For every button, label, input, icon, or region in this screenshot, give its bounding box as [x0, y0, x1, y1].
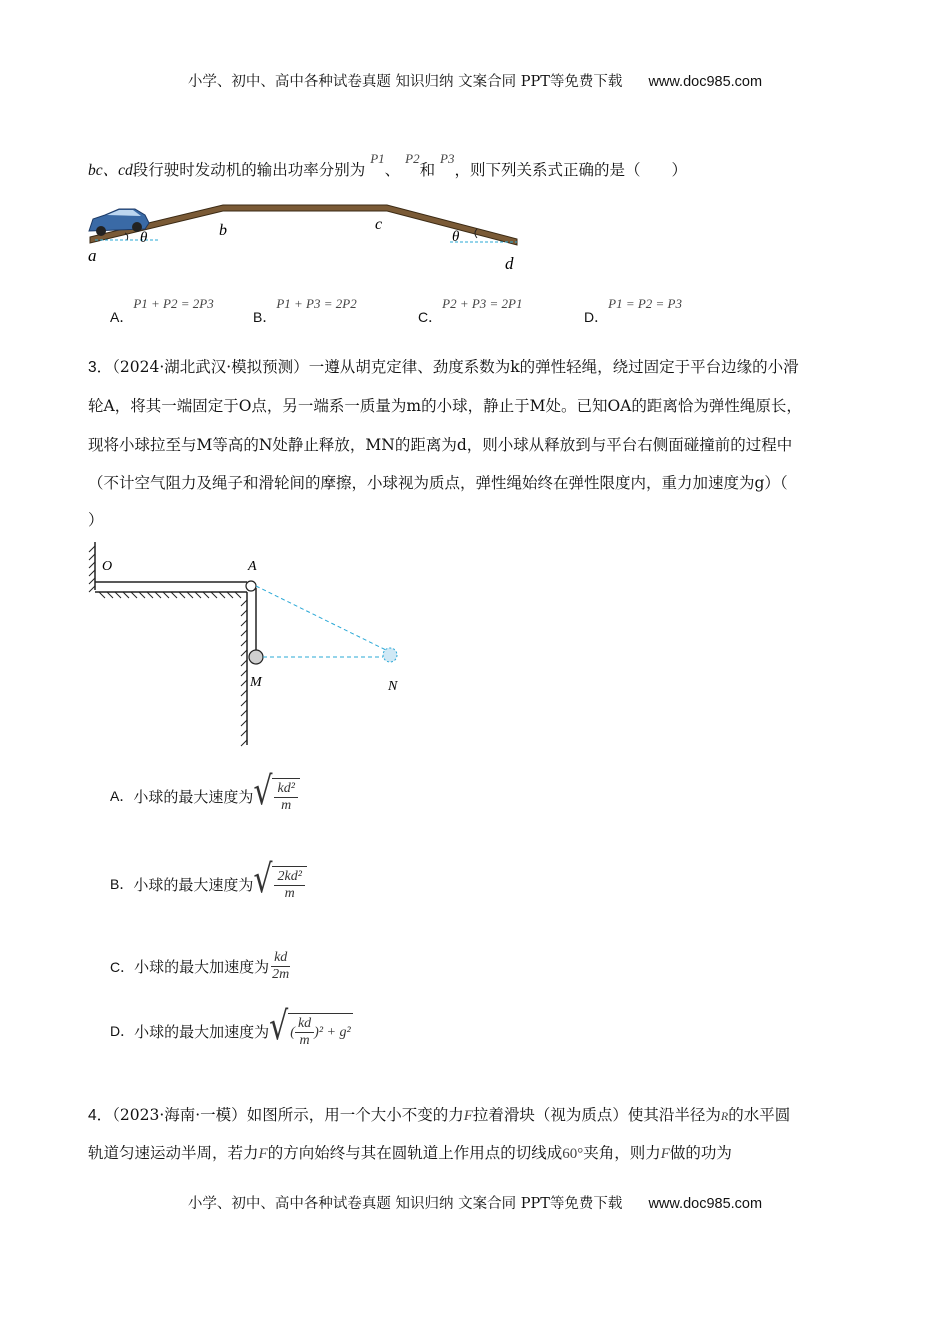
- q3-line3: 现将小球拉至与M等高的N处静止释放，MN的距离为d，则小球从释放到与平台右侧面碰撞前的过程中: [88, 436, 793, 454]
- label-a: a: [88, 246, 97, 265]
- label-c: c: [375, 216, 383, 233]
- q2-stem-prefix: bc、cd: [88, 162, 133, 179]
- page-footer: [0, 1192, 950, 1213]
- page-header: [0, 70, 950, 91]
- q4-source: （2023·海南·一模）: [112, 1106, 247, 1124]
- ball-m: [249, 650, 263, 664]
- q3-source: （2024·湖北武汉·模拟预测）: [112, 358, 309, 376]
- right-wall-hatch: [241, 600, 247, 746]
- pulley-a: [246, 581, 256, 591]
- q2-option-c[interactable]: C．P2 + P3 = 2P1: [418, 296, 523, 325]
- q2-option-b[interactable]: B．P1 + P3 = 2P2: [253, 296, 357, 325]
- q2-p1: P1: [370, 151, 385, 166]
- q3-line2: 轮A，将其一端固定于O点，另一端系一质量为m的小球，静止于M处。已知OA的距离恰为弹性绳原长，: [88, 397, 802, 415]
- ball-n: [383, 648, 397, 662]
- q2-stem-end: ，则下列关系式正确的是（ ）: [454, 161, 687, 179]
- label-m: M: [250, 675, 262, 690]
- header-site[interactable]: www.doc985.com: [648, 74, 763, 90]
- footer-text: 小学、初中、高中各种试卷真题 知识归纳 文案合同 PPT等免费下载: [187, 1196, 623, 1212]
- q2-p2: P2: [405, 151, 420, 166]
- q3-line1: [88, 355, 799, 377]
- sqrt-icon: √ $\frac{\text{2kd²}}{m}$: [253, 866, 307, 902]
- left-wall-hatch: [89, 546, 95, 592]
- q2-stem: [88, 151, 687, 180]
- q3-option-d[interactable]: D． 小球的最大加速度为 √ ( $\frac{kd}{m}$ ) ² + g²: [110, 1003, 351, 1050]
- q3-line5: ）: [88, 511, 104, 529]
- header-text: 小学、初中、高中各种试卷真题 知识归纳 文案合同 PPT等免费下载: [187, 74, 623, 90]
- label-a: A: [248, 559, 257, 574]
- q3-line1-text: 一遵从胡克定律、劲度系数为k的弹性轻绳，绕过固定于平台边缘的小滑: [308, 358, 799, 376]
- label-n: N: [388, 679, 398, 694]
- q3-line4: （不计空气阻力及绳子和滑轮间的摩擦，小球视为质点，弹性绳始终在弹性限度内，重力加速度为g）（: [88, 474, 788, 492]
- q4-line1: 4．（2023·海南·一模）如图所示，用一个大小不变的力F拉着滑块（视为质点）使其沿半径为R的水平圆: [88, 1106, 791, 1124]
- q2-p3: P3: [440, 151, 455, 166]
- label-theta-left: θ: [140, 230, 148, 246]
- label-d: d: [505, 254, 514, 273]
- q3-number: 3．: [88, 359, 113, 376]
- footer-site[interactable]: www.doc985.com: [648, 1196, 763, 1212]
- label-theta-right: θ: [452, 229, 460, 245]
- label-b: b: [219, 222, 227, 239]
- q2-road-figure: [85, 195, 535, 275]
- q4-number: 4．: [88, 1107, 113, 1124]
- q2-option-d[interactable]: D．P1 = P2 = P3: [584, 296, 682, 325]
- sqrt-icon: √ ( $\frac{kd}{m}$ ) ² + g²: [269, 1003, 351, 1050]
- label-o: O: [102, 559, 113, 574]
- q3-option-c[interactable]: C． 小球的最大加速度为 $\frac{kd}{2m}$: [110, 950, 290, 982]
- q3-option-a[interactable]: A． 小球的最大速度为 √ $\frac{\text{kd²}}{m}$: [110, 778, 300, 814]
- q2-stem-mid: 段行驶时发动机的输出功率分别为: [132, 161, 366, 179]
- q3-option-b[interactable]: B． 小球的最大速度为 √ $\frac{\text{2kd²}}{m}$: [110, 866, 307, 902]
- q4-line2: 轨道匀速运动半周，若力F的方向始终与其在圆轨道上作用点的切线成60°夹角，则力F做的功为: [88, 1144, 732, 1162]
- platform-hatch: [99, 592, 241, 598]
- q3-figure: [85, 540, 415, 750]
- q2-sep: 、: [384, 161, 401, 179]
- sqrt-icon: √ $\frac{\text{kd²}}{m}$: [253, 778, 300, 814]
- q2-and: 和: [419, 161, 436, 179]
- q2-option-a[interactable]: A．P1 + P2 = 2P3: [110, 296, 214, 325]
- dashed-rope-an: [256, 586, 390, 652]
